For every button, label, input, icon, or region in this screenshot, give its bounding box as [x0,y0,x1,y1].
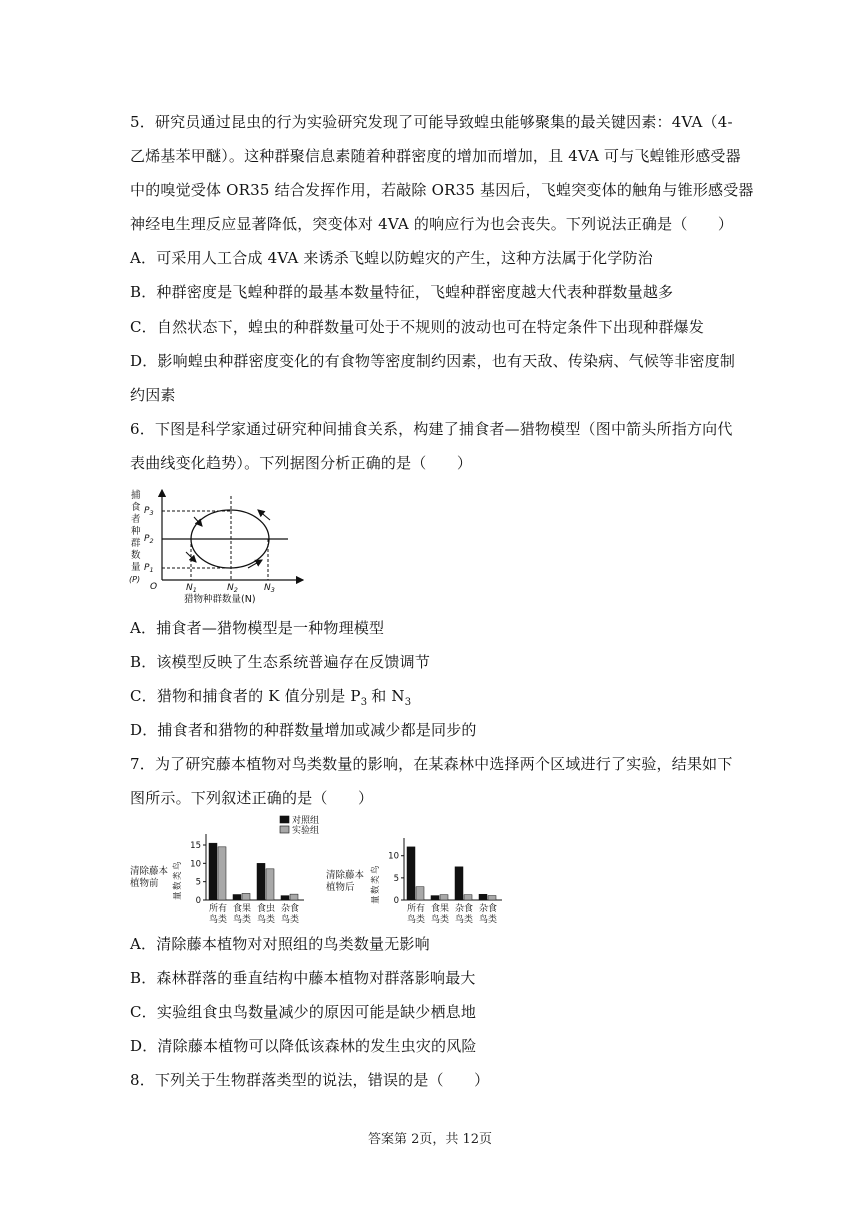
n3-label: $N_3$ [264,583,275,594]
bar [257,863,265,900]
bar [488,896,496,900]
q5-option-c: C．自然状态下，蝗虫的种群数量可处于不规则的波动也可在特定条件下出现种群爆发 [130,318,705,336]
bar [440,895,448,900]
arrow-top-right [258,510,270,520]
q6-option-d: D．捕食者和猎物的种群数量增加或减少都是同步的 [130,721,477,739]
q7-option-b: B．森林群落的垂直结构中藤本植物对群落影响最大 [130,969,476,987]
bar [290,894,298,900]
y-tick-label: 0 [195,896,201,906]
q6-option-c-sub2: 3 [404,697,412,708]
x-tick-label: 鸟类 [406,915,426,925]
bar [431,896,439,900]
p1-label: $P_1$ [144,563,154,574]
x-tick-label: 所有 [208,904,228,914]
q8-line-1: 8．下列关于生物群落类型的说法，错误的是（ ） [130,1071,490,1089]
x-tick-label: 鸟类 [208,915,228,925]
y-axis-label-char: 类 [173,871,183,880]
q5-line-1: 5．研究员通过昆虫的行为实验研究发现了可能导致蝗虫能够聚集的最关键因素：4VA（4- [130,113,733,131]
x-tick-label: 杂食 [454,904,474,914]
x-tick-label: 鸟类 [280,915,300,925]
q6-option-a: A．捕食者—猎物模型是一种物理模型 [130,619,385,637]
x-tick-label: 鸟类 [430,915,450,925]
q7-line-1: 7．为了研究藤本植物对鸟类数量的影响，在某森林中选择两个区域进行了实验，结果如下 [130,755,733,773]
panel-label: 清除藤本 [326,870,365,881]
q5-option-b: B．种群密度是飞蝗种群的最基本数量特征，飞蝗种群密度越大代表种群数量越多 [130,283,674,301]
bar [233,895,241,901]
q6-option-c-sub1: 3 [360,697,368,708]
q7-option-d: D．清除藤本植物可以降低该森林的发生虫灾的风险 [130,1037,477,1055]
legend-label: 对照组 [292,816,320,826]
y-axis-label-char: 数 [173,881,183,890]
n1-label: $N_1$ [186,583,197,594]
panel-label: 植物后 [326,882,355,893]
q5-line-4: 神经电生理反应显著降低，突变体对 4VA 的响应行为也会丧失。下列说法正确是（ ） [130,215,734,233]
q6-option-c-text: C．猎物和捕食者的 K 值分别是 P [130,687,361,705]
y-axis-label-char: 量 [371,895,381,904]
legend-label: 实验组 [292,826,320,836]
bar [242,893,250,900]
bar [209,843,217,900]
bar [464,895,472,900]
y-axis-label-char: 鸟 [173,861,183,870]
bar [479,894,487,900]
x-tick-label: 食虫 [256,904,276,914]
y-tick-label: 0 [393,896,399,906]
q7-option-c: C．实验组食虫鸟数量减少的原因可能是缺少栖息地 [130,1003,477,1021]
ylabel-unit: (P) [129,575,141,584]
y-axis-label [129,489,141,584]
bar [218,847,226,900]
q6-option-c [130,686,411,713]
bar [266,869,274,900]
bar [407,847,415,900]
q5-option-d: D．影响蝗虫种群密度变化的有食物等密度制约因素，也有天敌、传染病、气候等非密度制 [130,352,736,370]
p2-label: $P_2$ [144,534,154,545]
x-tick-label: 食果 [430,904,450,914]
x-tick-label: 食果 [232,904,252,914]
x-tick-label: 鸟类 [454,915,474,925]
n2-label: $N_2$ [227,583,238,594]
x-tick-label: 鸟类 [478,915,498,925]
q6-option-b: B．该模型反映了生态系统普遍存在反馈调节 [130,653,431,671]
q5-line-3: 中的嗅觉受体 OR35 结合发挥作用，若敲除 OR35 基因后，飞蝗突变体的触角与锥形感受器 [130,181,754,199]
ylabel-char: 种 [131,526,141,537]
y-tick-label: 15 [190,841,201,851]
bar [281,896,289,900]
ylabel-char: 数 [131,550,141,561]
predator-prey-figure [128,486,308,608]
q6-line-1: 6．下图是科学家通过研究种间捕食关系，构建了捕食者—猎物模型（图中箭头所指方向代 [130,420,733,438]
ylabel-char: 食 [131,502,141,513]
q7-option-a: A．清除藤本植物对对照组的鸟类数量无影响 [130,935,430,953]
y-axis-label-char: 鸟 [371,865,381,874]
ylabel-char: 量 [131,562,141,573]
y-axis-label-char: 量 [173,891,183,900]
x-tick-label: 杂食 [478,904,498,914]
bar [416,887,424,900]
legend-swatch [280,826,289,833]
y-tick-label: 10 [190,859,201,870]
y-tick-label: 5 [195,877,201,888]
page-footer: 答案第 2页，共 12页 [367,1132,493,1147]
x-axis-label: 猎物种群数量(N) [184,594,256,605]
y-tick-label: 10 [388,851,399,862]
x-tick-label: 所有 [406,904,426,914]
legend-swatch [280,816,289,823]
ylabel-char: 捕 [131,490,141,501]
x-tick-label: 鸟类 [232,915,252,925]
panel-label: 植物前 [130,878,159,889]
y-tick-label: 5 [393,873,399,884]
bird-count-charts [128,812,518,930]
p3-label: $P_3$ [144,506,154,517]
origin-label: O [150,582,158,592]
q6-option-c-mid: 和 N [371,687,405,705]
ylabel-char: 群 [131,538,141,549]
q7-line-2: 图所示。下列叙述正确的是（ ） [130,789,374,807]
q5-option-d-cont: 约因素 [130,386,176,404]
y-axis-label-char: 类 [371,875,381,884]
q5-line-2: 乙烯基苯甲醚）。这种群聚信息素随着种群密度的增加而增加，且 4VA 可与飞蝗锥形感受器 [130,147,741,165]
bar [455,867,463,900]
ylabel-char: 者 [131,514,141,525]
panel-label: 清除藤本 [130,866,169,877]
x-tick-label: 杂食 [280,904,300,914]
x-tick-label: 鸟类 [256,915,276,925]
y-axis-label-char: 数 [371,885,381,894]
q6-line-2: 表曲线变化趋势）。下列据图分析正确的是（ ） [130,454,473,472]
q5-option-a: A．可采用人工合成 4VA 来诱杀飞蝗以防蝗灾的产生，这种方法属于化学防治 [130,249,653,267]
